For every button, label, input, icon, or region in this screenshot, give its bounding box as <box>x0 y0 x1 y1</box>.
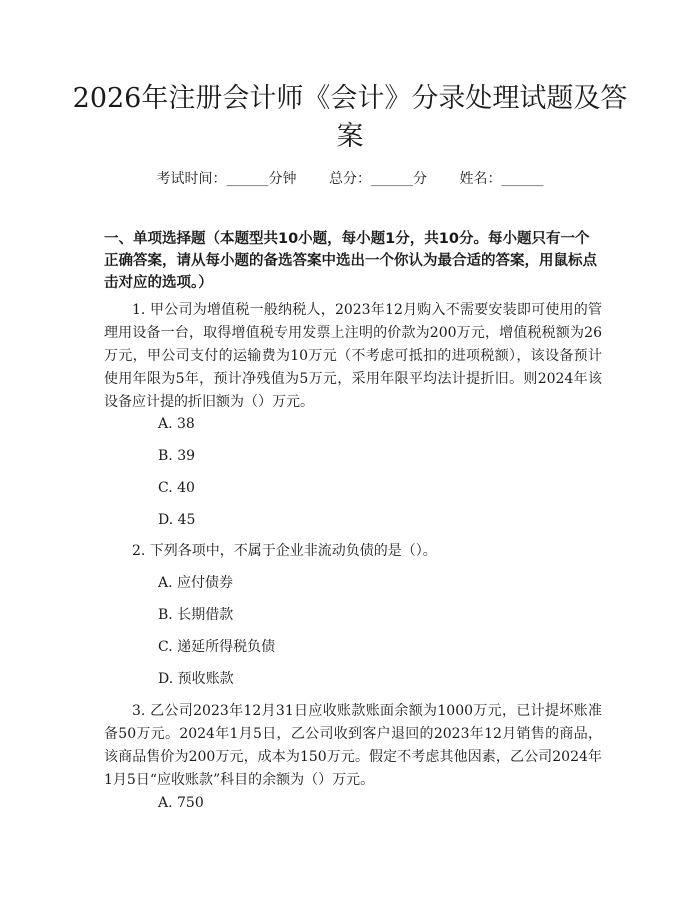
section-heading: 一、单项选择题（本题型共10小题，每小题1分，共10分。每小题只有一个正确答案，请从每小题的备选答案中选出一个你认为最合适的答案，用鼠标点击对应的选项。） <box>104 231 597 291</box>
name-field: 姓名：______ <box>459 171 544 187</box>
question-1-option-c[interactable]: C. 40 <box>158 480 195 496</box>
page-title: 2026年注册会计师《会计》分录处理试题及答案 <box>72 83 628 152</box>
question-2-option-d[interactable]: D. 预收账款 <box>158 671 234 687</box>
question-1-option-d[interactable]: D. 45 <box>158 512 196 528</box>
question-1-option-b[interactable]: B. 39 <box>158 448 196 464</box>
question-1-option-a[interactable]: A. 38 <box>158 416 195 432</box>
exam-time-field: 考试时间：______分钟 <box>156 171 297 187</box>
question-2-option-a[interactable]: A. 应付债券 <box>158 575 234 591</box>
question-3-option-a[interactable]: A. 750 <box>158 795 204 811</box>
question-1: 1. 甲公司为增值税一般纳税人，2023年12月购入不需要安装即可使用的管理用设备一台，取得增值税专用发票上注明的价款为200万元，增值税税额为26万元，甲公司支付的运输费为10万元（不考虑可抵扣的进项税额），该设备预计使用年限为5年，预计净残值为5万元，采用年限平均法计提折旧。则2024年该设备应计提的折旧额为（）万元。 <box>104 302 602 410</box>
exam-info <box>0 168 700 188</box>
question-2: 2. 下列各项中，不属于企业非流动负债的是（）。 <box>132 543 437 559</box>
total-score-field: 总分：______分 <box>329 171 427 187</box>
question-3: 3. 乙公司2023年12月31日应收账款账面余额为1000万元，已计提坏账准备50万元。2024年1月5日，乙公司收到客户退回的2023年12月销售的商品，该商品售价为200万元，成本为150万元。假定不考虑其他因素，乙公司2024年1月5日“应收账款”科目的余额为（）万元。 <box>104 703 602 788</box>
question-2-option-c[interactable]: C. 递延所得税负债 <box>158 639 276 655</box>
question-2-option-b[interactable]: B. 长期借款 <box>158 607 234 623</box>
